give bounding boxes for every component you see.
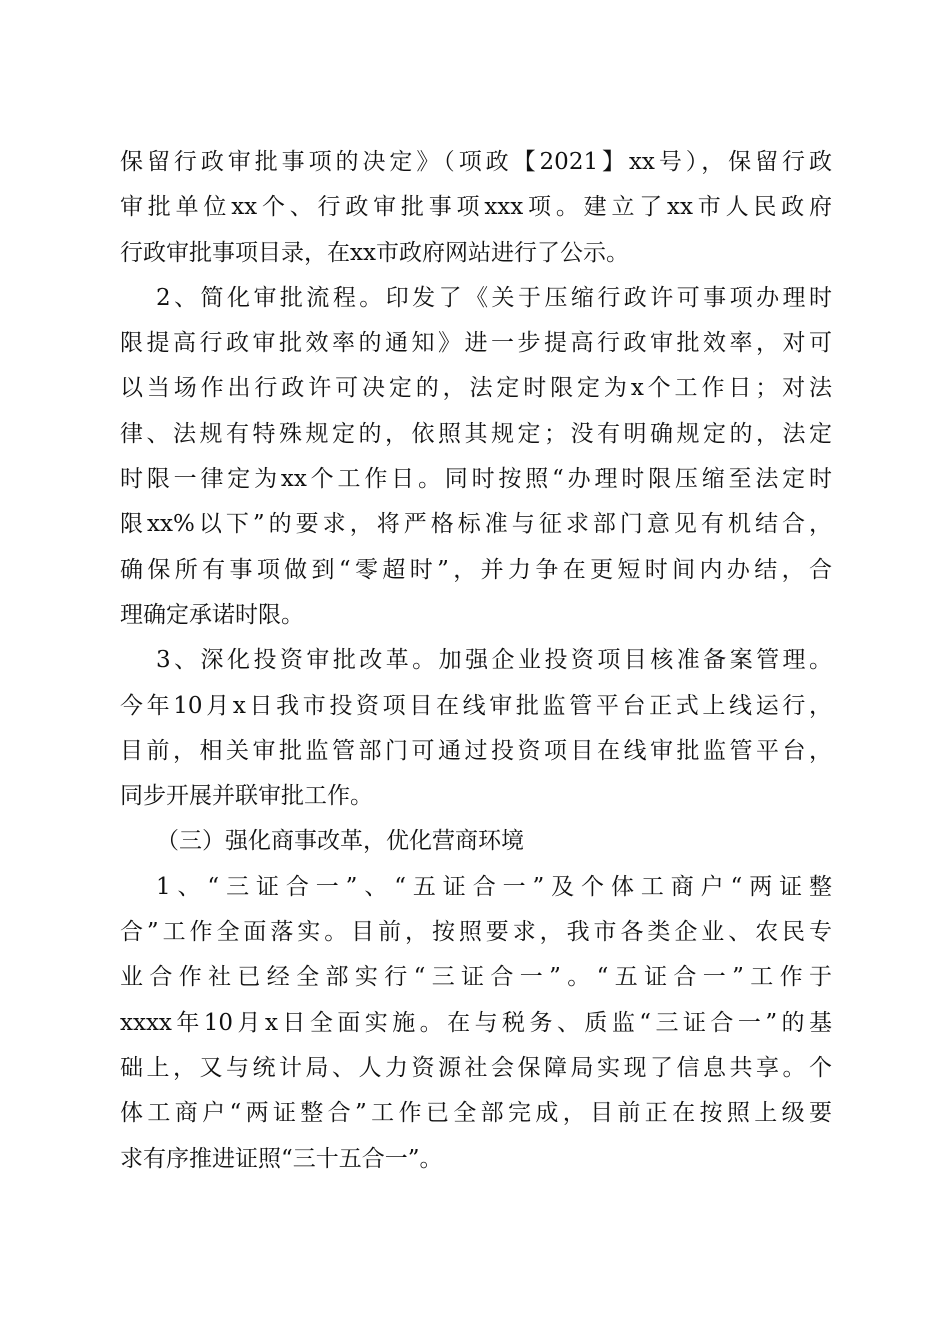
paragraph-continuation xyxy=(120,140,832,276)
section-title: （三）强化商事改革，优化营商环境 xyxy=(156,828,524,855)
text-line: 业合作社已经全部实行“三证合一”。“五证合一”工作于 xyxy=(120,964,832,991)
document-body xyxy=(120,140,832,1182)
text-line: 审批单位xx个、行政审批事项xxx项。建立了xx市人民政府 xyxy=(120,194,832,221)
text-line: 今年10月x日我市投资项目在线审批监管平台正式上线运行， xyxy=(120,692,832,719)
text-line: 础上，又与统计局、人力资源社会保障局实现了信息共享。个 xyxy=(120,1054,832,1081)
text-line: 体工商户“两证整合”工作已全部完成，目前正在按照上级要 xyxy=(120,1100,832,1127)
paragraph-item-2 xyxy=(120,276,832,638)
paragraph-item-1 xyxy=(120,865,832,1182)
paragraph-item-3 xyxy=(120,638,832,819)
text-line: 限xx%以下”的要求，将严格标准与征求部门意见有机结合， xyxy=(120,511,832,538)
text-line: 律、法规有特殊规定的，依照其规定；没有明确规定的，法定 xyxy=(120,420,832,447)
text-line: 时限一律定为xx个工作日。同时按照“办理时限压缩至法定时 xyxy=(120,466,832,493)
text-line: 3、深化投资审批改革。加强企业投资项目核准备案管理。 xyxy=(156,647,832,674)
text-line: 合”工作全面落实。目前，按照要求，我市各类企业、农民专 xyxy=(120,919,832,946)
text-line: 行政审批事项目录，在xx市政府网站进行了公示。 xyxy=(120,239,629,266)
text-line: 求有序推进证照“三十五合一”。 xyxy=(120,1145,443,1172)
text-line: 限提高行政审批效率的通知》进一步提高行政审批效率，对可 xyxy=(120,330,832,357)
section-heading xyxy=(120,819,832,864)
text-line: 目前，相关审批监管部门可通过投资项目在线审批监管平台， xyxy=(120,737,832,764)
text-line: 同步开展并联审批工作。 xyxy=(120,783,373,810)
text-line: 1、“三证合一”、“五证合一”及个体工商户“两证整 xyxy=(156,873,832,900)
text-line: xxxx年10月x日全面实施。在与税务、质监“三证合一”的基 xyxy=(120,1009,832,1036)
text-line: 2、简化审批流程。印发了《关于压缩行政许可事项办理时 xyxy=(156,284,832,311)
text-line: 以当场作出行政许可决定的，法定时限定为x个工作日；对法 xyxy=(120,375,832,402)
text-line: 理确定承诺时限。 xyxy=(120,601,304,628)
text-line: 保留行政审批事项的决定》（项政【2021】xx号），保留行政 xyxy=(120,149,832,175)
text-line: 确保所有事项做到“零超时”，并力争在更短时间内办结，合 xyxy=(120,556,832,583)
